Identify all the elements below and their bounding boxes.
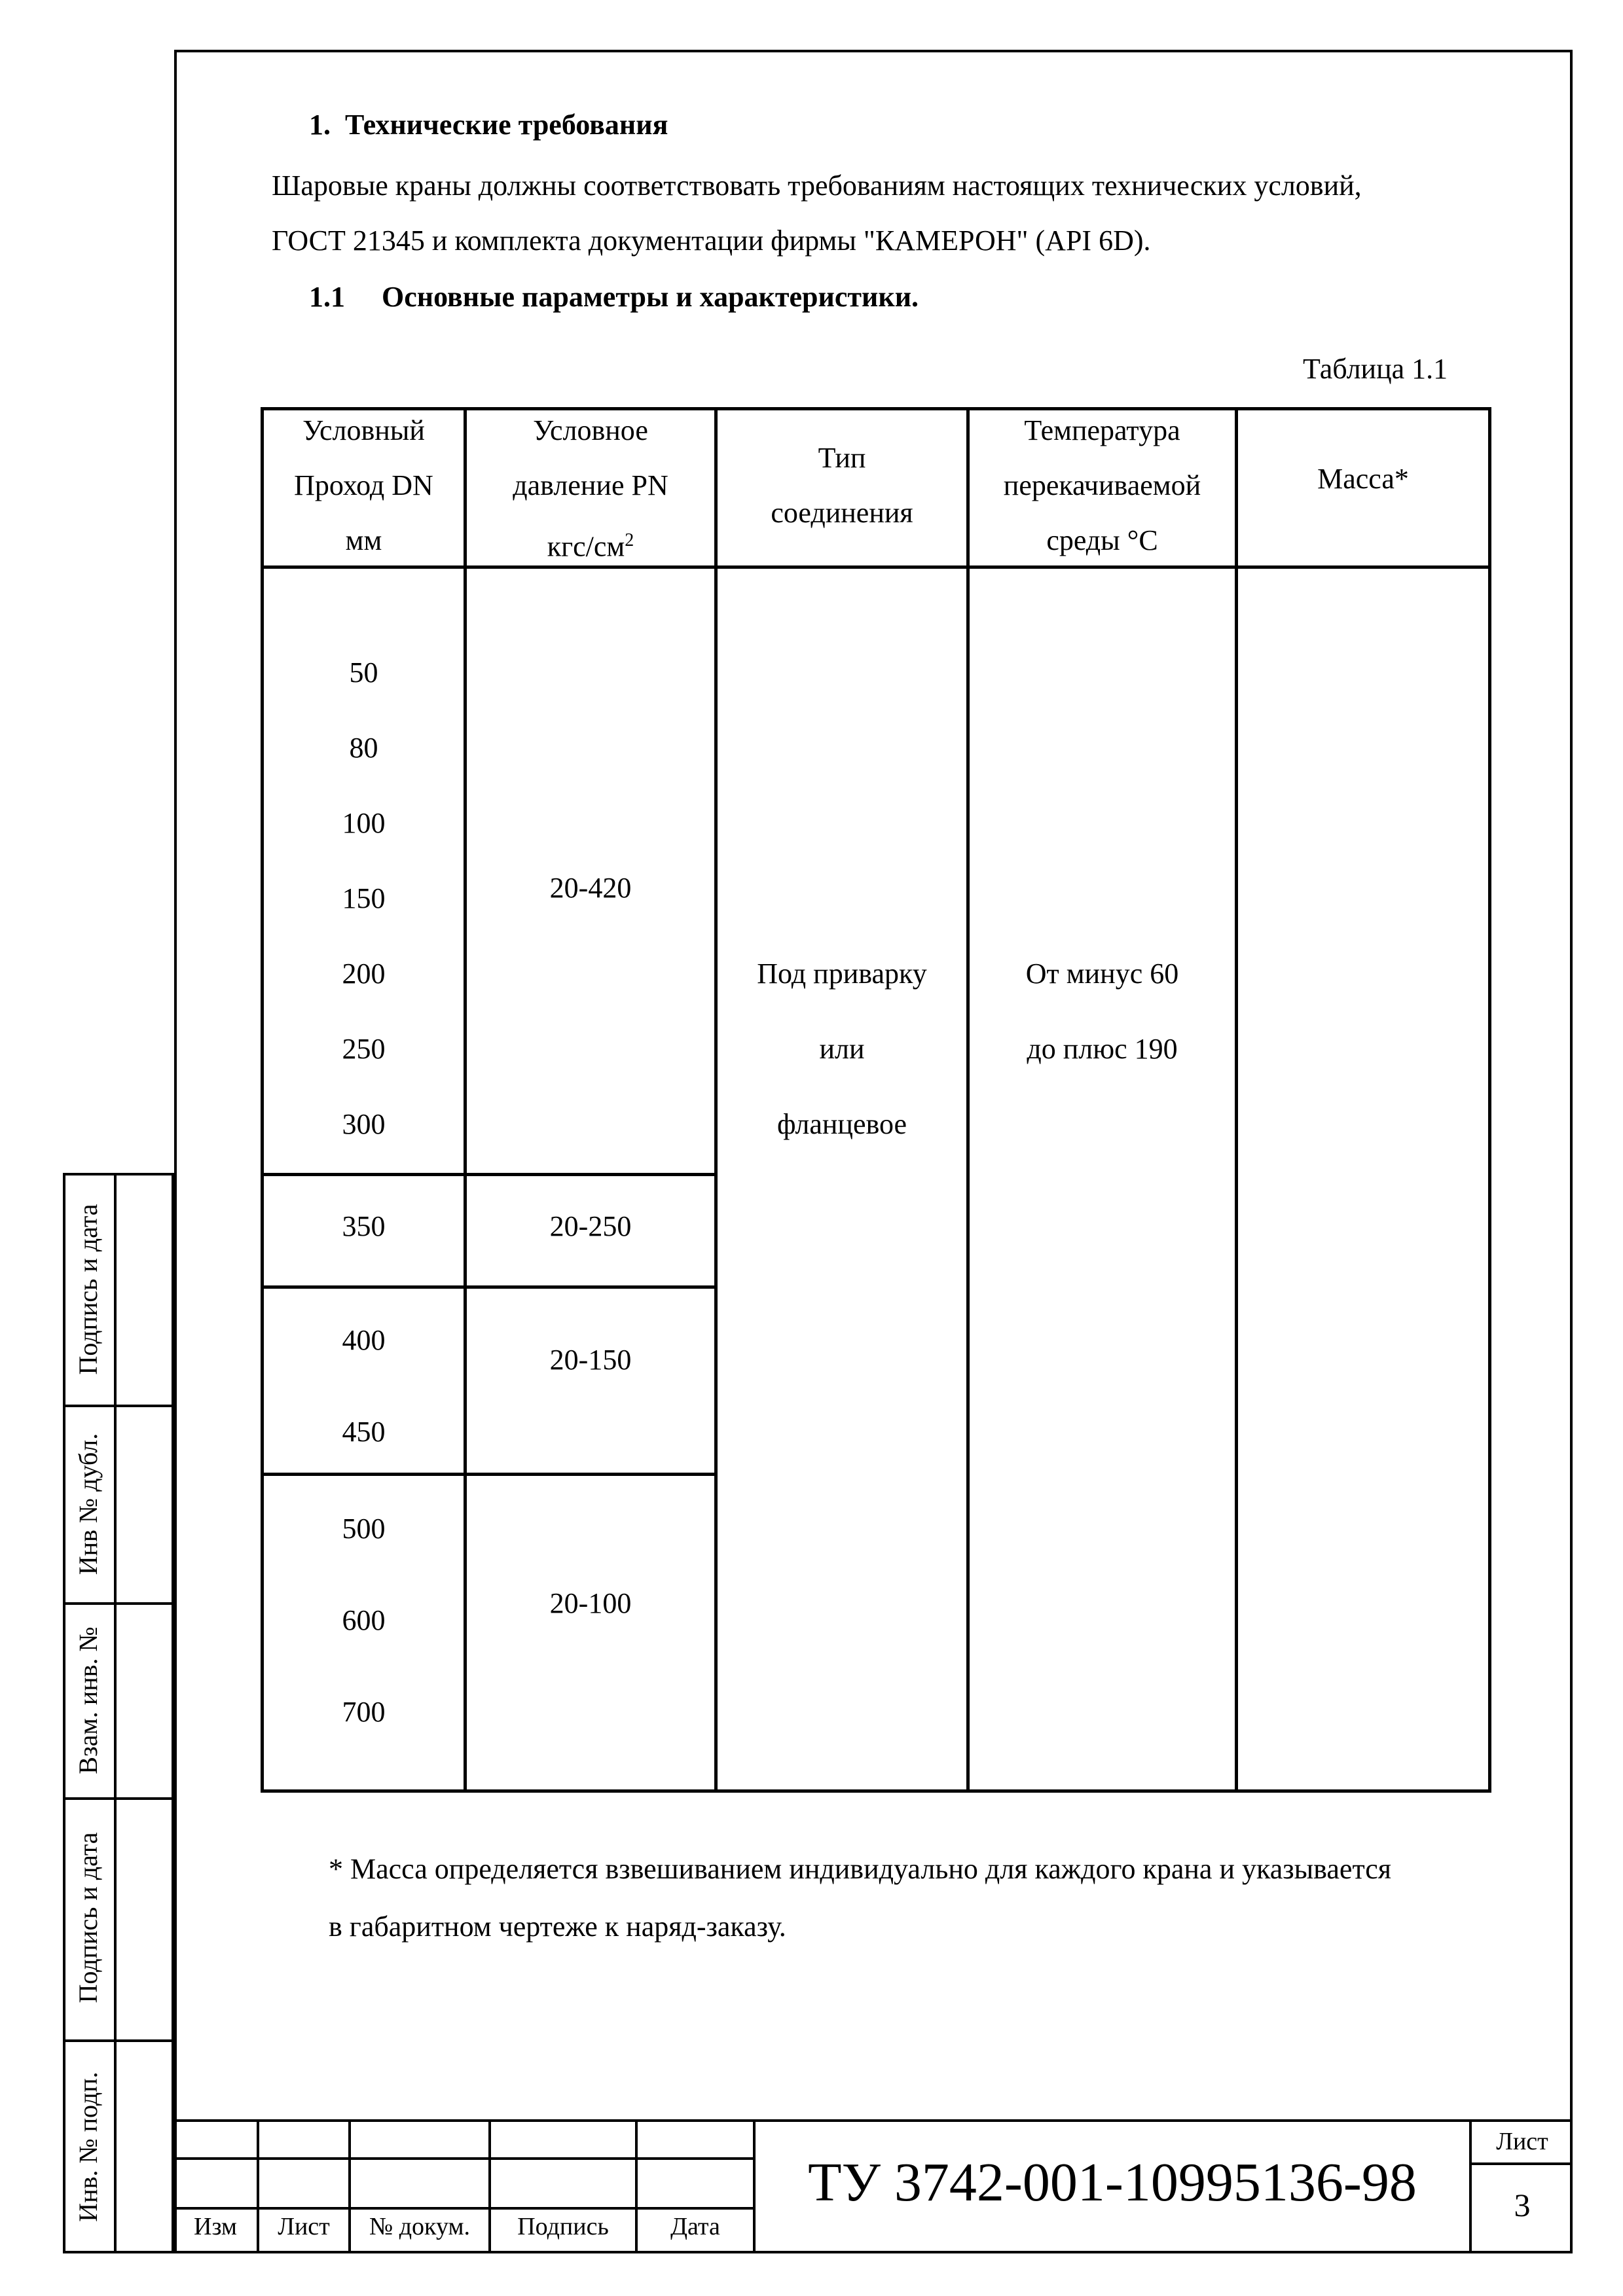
table-cell: 300	[342, 1108, 386, 1140]
dn-group-1	[264, 635, 464, 1162]
table-cell: 200	[342, 958, 386, 990]
column-label-sheet: Лист	[278, 2213, 330, 2240]
connection-type-cell: Под приварку или фланцевое	[757, 958, 927, 1140]
side-label-replacement-inventory: Взам. инв. №	[73, 1626, 103, 1774]
column-label-signature: Подпись	[517, 2213, 609, 2240]
header-temperature: Температура перекачиваемой среды °C	[1003, 414, 1201, 556]
pn-group-4: 20-100	[549, 1587, 632, 1619]
table-cell: 700	[342, 1696, 386, 1728]
header-dn: Условный Проход DN мм	[294, 414, 433, 556]
table-cell: 400	[342, 1324, 386, 1356]
dn-group-4	[264, 1483, 464, 1758]
sheet-label: Лист	[1496, 2128, 1548, 2155]
dn-group-2: 350	[342, 1210, 386, 1242]
temperature-cell: От минус 60 до плюс 190	[1025, 958, 1179, 1065]
table-caption: Таблица 1.1	[1303, 353, 1448, 385]
sheet-number: 3	[1514, 2187, 1531, 2223]
column-label-date: Дата	[670, 2213, 720, 2240]
table-cell: 150	[342, 882, 386, 914]
side-label-signature-date-1: Подпись и дата	[73, 1204, 103, 1375]
table-cell: 600	[342, 1604, 386, 1636]
pn-group-2: 20-250	[549, 1210, 632, 1242]
table-cell: 450	[342, 1416, 386, 1448]
document-code: ТУ 3742-001-10995136-98	[808, 2152, 1417, 2213]
intro-line-2: ГОСТ 21345 и комплекта документации фирмы "КАМЕРОН" (API 6D).	[272, 224, 1151, 257]
header-pn: Условное давление PN кгс/$см^2$	[513, 414, 668, 563]
column-label-change: Изм	[194, 2213, 237, 2240]
table-cell: 500	[342, 1513, 386, 1545]
intro-line-1: Шаровые краны должны соответствовать требованиям настоящих технических условий,	[272, 170, 1362, 202]
dn-group-3	[264, 1295, 464, 1478]
subsection-heading: 1.1 Основные параметры и характеристики.	[309, 281, 919, 313]
side-label-dup-inventory: Инв № дубл.	[73, 1433, 103, 1575]
table-cell: 250	[342, 1033, 386, 1065]
section-heading: 1. Технические требования	[309, 109, 668, 141]
pn-group-3: 20-150	[549, 1344, 632, 1376]
table-cell: 80	[349, 732, 378, 764]
footnote-line-2: в габаритном чертеже к наряд-заказу.	[329, 1910, 786, 1943]
column-label-document-no: № докум.	[369, 2213, 471, 2240]
pn-group-1: 20-420	[549, 872, 632, 904]
side-label-signature-date-2: Подпись и дата	[73, 1832, 103, 2003]
footnote-line-1: * Масса определяется взвешиванием индивидуально для каждого крана и указывается	[329, 1853, 1391, 1885]
table-cell: 50	[349, 656, 378, 689]
header-mass: Масса*	[1317, 463, 1409, 495]
side-label-original-inventory: Инв. № подп.	[73, 2072, 103, 2222]
table-cell: 100	[342, 807, 386, 839]
header-connection-type: Тип соединения	[771, 442, 913, 529]
